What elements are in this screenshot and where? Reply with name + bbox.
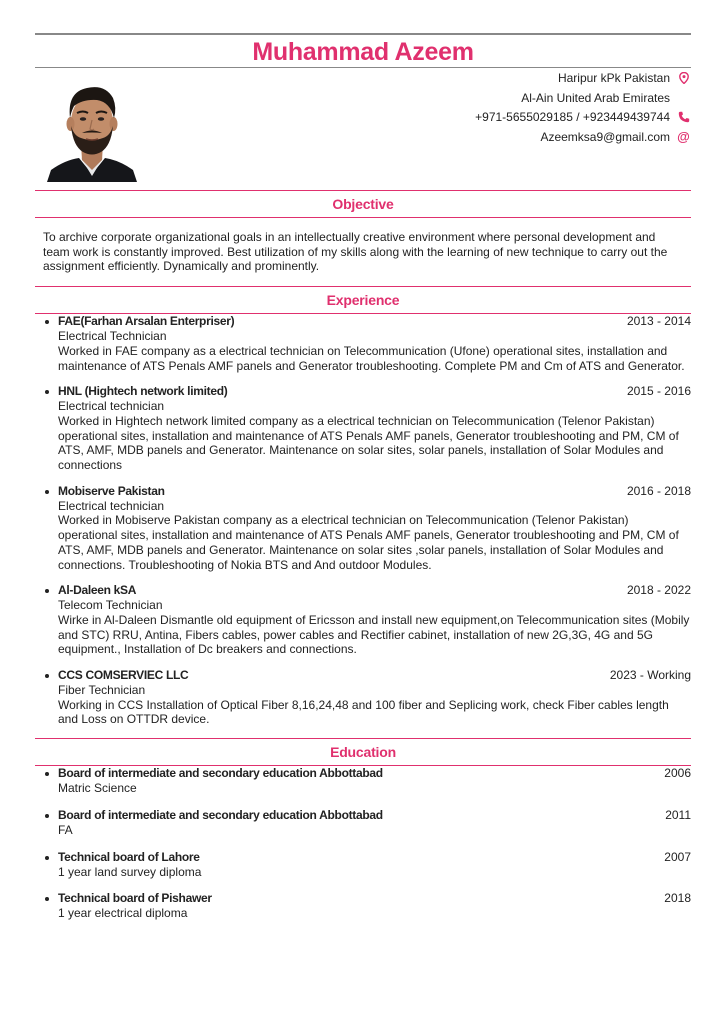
portrait-illustration [47, 74, 137, 182]
employment-dates: 2023 - Working [609, 668, 691, 683]
employment-dates: 2018 - 2022 [626, 583, 691, 598]
education-heading: Education [35, 738, 691, 766]
job-role: Electrical technician [58, 399, 165, 414]
location-pin-icon [676, 72, 691, 86]
at-sign-icon: @ [677, 129, 690, 145]
address-text: Haripur kPk Pakistan [557, 71, 670, 85]
employer-name: FAE(Farhan Arsalan Enterpriser) [58, 314, 235, 329]
education-year: 2018 [664, 891, 691, 906]
experience-item [35, 668, 691, 727]
job-role: Electrical Technician [58, 329, 167, 344]
profile-header [35, 68, 691, 190]
phone-icon [676, 111, 691, 125]
education-item [35, 850, 691, 880]
job-description: Worked in FAE company as a electrical technician on Telecommunication (Ufone) operational sites, installation and maintenance of ATS Penals AMF panels and Generator troubleshooting. Complete PM and Cm of ATS and Generator. [58, 343, 685, 373]
employment-dates: 2016 - 2018 [626, 483, 691, 498]
contact-address-line [475, 69, 691, 89]
job-description: Working in CCS Installation of Optical Fiber 8,16,24,48 and 100 fiber and Seplicing work, check Fiber cables length and Loss on OTTDR device. [58, 697, 669, 727]
employer-name: Al-Daleen kSA [58, 583, 137, 598]
objective-text: To archive corporate organizational goals in an intellectually creative environment where personal development and team work is constantly improved. Best utilization of my skills along with the learning of new technique to carry out the assignment efficiently. Dynamically and prominently. [43, 230, 668, 274]
experience-heading: Experience [35, 286, 691, 314]
employer-name: HNL (Hightech network limited) [58, 384, 228, 399]
top-divider [35, 33, 691, 35]
employment-dates: 2015 - 2016 [626, 384, 691, 399]
contact-phone-line [475, 108, 691, 128]
education-year: 2011 [665, 807, 691, 822]
phone-text: +971-5655029185 / +923449439744 [475, 110, 670, 124]
employment-dates: 2013 - 2014 [626, 314, 691, 329]
job-description: Wirke in Al-Daleen Dismantle old equipment of Ericsson and install new equipment,on Telecommunication sites (Mobily and STC) RRU, Antina, Fibers cables, power cables and Rectifier cabinet, installation of new 2G,3G, 4G and 5G equipment., Installation of Dc breakers and connections. [58, 612, 690, 657]
qualification: FA [58, 822, 73, 837]
job-description: Worked in Mobiserve Pakistan company as a electrical technician on Telecommunication (Telenor Pakistan) operational sites, installation and maintenance of ATS Penals AMF panels, Generator troubleshooting and PM, CM of ATS, AMF, MDB panels and Generator. Maintenance on solar sites ,solar panels, installation of Solar Modules and connections. Troubleshooting of Nokia BTS and And outdoor Modules. [58, 513, 679, 572]
contact-block [475, 69, 691, 147]
experience-item [35, 484, 691, 573]
candidate-name: Muhammad Azeem [252, 38, 474, 66]
employer-name: Mobiserve Pakistan [58, 483, 165, 498]
education-year: 2006 [664, 766, 691, 781]
qualification: 1 year electrical diploma [58, 906, 188, 921]
experience-item [35, 583, 691, 657]
job-description: Worked in Hightech network limited company as a electrical technician on Telecommunication (Telenor Pakistan) operational sites, installation and maintenance of ATS Penals AMF panels, Generator troubleshooting and PM, CM of ATS, AMF, MDB panels and Generator. Maintenance on solar sites, solar panels, installation of Solar Modules and connections [58, 413, 679, 473]
institution-name: Technical board of Lahore [58, 849, 200, 864]
experience-item [35, 384, 691, 473]
education-item [35, 808, 691, 838]
institution-name: Board of intermediate and secondary education Abbottabad [58, 766, 383, 781]
contact-email-line [475, 128, 691, 148]
resume-page [35, 33, 691, 933]
job-role: Fiber Technician [58, 683, 146, 698]
institution-name: Technical board of Pishawer [58, 891, 212, 906]
email-text[interactable]: Azeemksa9@gmail.com [540, 129, 670, 144]
location-text: Al-Ain United Arab Emirates [521, 90, 670, 105]
employer-name: CCS COMSERVIEC LLC [58, 668, 189, 683]
job-role: Telecom Technician [58, 598, 163, 613]
experience-list [35, 314, 691, 727]
education-year: 2007 [664, 849, 691, 864]
qualification: Matric Science [58, 781, 137, 796]
institution-name: Board of intermediate and secondary education Abbottabad [58, 807, 383, 822]
experience-item [35, 314, 691, 373]
job-role: Electrical technician [58, 498, 165, 513]
education-list [35, 766, 691, 921]
profile-photo [47, 74, 137, 182]
objective-heading: Objective [35, 190, 691, 218]
contact-location-line [475, 89, 691, 109]
education-item [35, 766, 691, 796]
education-item [35, 891, 691, 921]
qualification: 1 year land survey diploma [58, 864, 202, 879]
